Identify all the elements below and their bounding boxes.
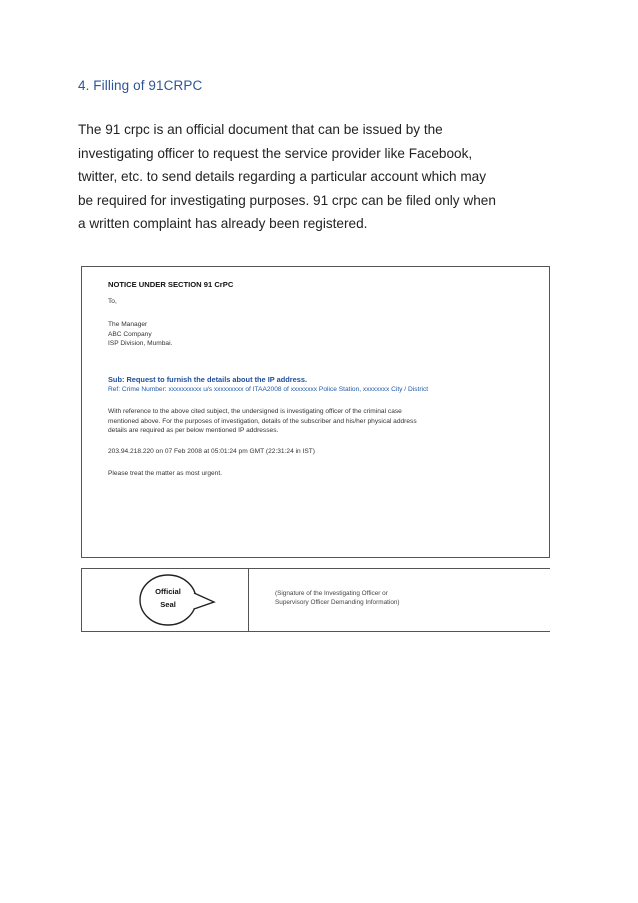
notice-title: NOTICE UNDER SECTION 91 CrPC [108, 280, 234, 289]
notice-ip-line: 203.94.218.220 on 07 Feb 2008 at 05:01:24 pm GMT (22:31:24 in IST) [108, 448, 315, 455]
signature-line: (Signature of the Investigating Officer or [275, 590, 388, 597]
notice-address [108, 320, 535, 349]
body-line: mentioned above. For the purposes of investigation, details of the subscriber and his/her physical address [108, 417, 417, 425]
seal-signature-box [81, 568, 550, 632]
intro-line: be required for investigating purposes. 91 crpc can be filed only when [78, 192, 496, 208]
seal-line-1: Official [155, 587, 181, 596]
notice-body [108, 407, 528, 436]
seal-line-2: Seal [160, 600, 176, 609]
seal-divider [248, 569, 249, 632]
notice-subject: Sub: Request to furnish the details about the IP address. [108, 375, 308, 384]
address-line: ISP Division, Mumbai. [108, 340, 173, 347]
intro-line: twitter, etc. to send details regarding a particular account which may [78, 169, 487, 184]
address-line: ABC Company [108, 330, 152, 338]
body-line: With reference to the above cited subject, the undersigned is investigating officer of the criminal case [108, 408, 402, 415]
notice-reference: Ref: Crime Number: xxxxxxxxxx u/s xxxxxxxxx of ITAA2008 of xxxxxxxx Police Station, xxxxxxxx City / District [108, 386, 429, 393]
intro-line: investigating officer to request the service provider like Facebook, [78, 145, 473, 161]
notice-document [81, 266, 550, 558]
notice-urgent: Please treat the matter as most urgent. [108, 470, 222, 477]
intro-paragraph [78, 118, 568, 236]
signature-line: Supervisory Officer Demanding Information) [275, 599, 400, 606]
signature-caption [275, 589, 400, 607]
official-seal-label [140, 585, 196, 611]
intro-line: a written complaint has already been registered. [78, 216, 368, 231]
address-line: The Manager [108, 321, 148, 328]
section-heading: 4. Filling of 91CRPC [78, 78, 203, 93]
notice-to: To, [108, 298, 117, 305]
intro-line: The 91 crpc is an official document that can be issued by the [78, 122, 443, 137]
body-line: details are required as per below mentioned IP addresses. [108, 427, 279, 434]
